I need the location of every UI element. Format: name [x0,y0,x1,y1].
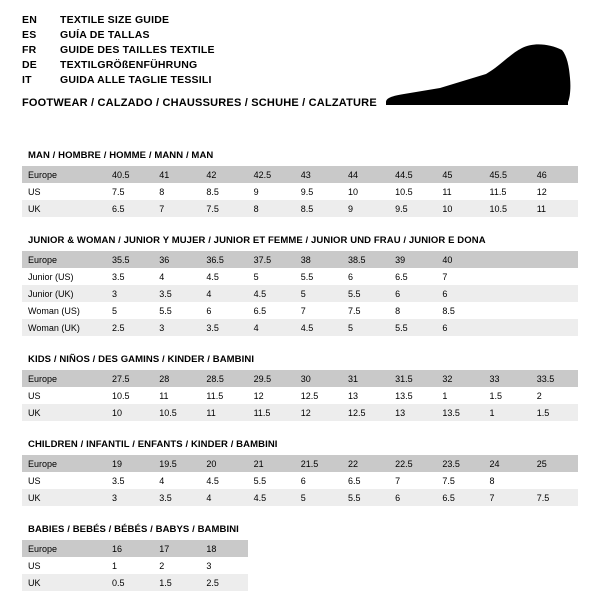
section-junior-woman [22,235,578,336]
cell: 6 [200,302,247,319]
row-label: UK [22,404,106,421]
cell: 35.5 [106,251,153,268]
row-label: UK [22,574,106,591]
cell: 5.5 [295,268,342,285]
cell: 37.5 [248,251,295,268]
cell: 5 [342,319,389,336]
row-label: Europe [22,166,106,183]
language-list [22,14,215,89]
table-row [22,302,578,319]
table-row [22,200,578,217]
cell: 8 [153,183,200,200]
table-row [22,251,578,268]
size-table-man [22,166,578,217]
language-row [22,44,215,59]
table-row [22,183,578,200]
cell: 4.5 [295,319,342,336]
cell: 6 [295,472,342,489]
cell-empty [531,557,578,574]
language-row [22,59,215,74]
row-label: Europe [22,540,106,557]
cell [484,268,531,285]
cell: 21 [248,455,295,472]
cell: 21.5 [295,455,342,472]
cell: 10 [436,200,483,217]
row-label: US [22,557,106,574]
cell: 4 [248,319,295,336]
dress-shoe-icon [382,36,572,106]
cell: 41 [153,166,200,183]
cell-empty [389,574,436,591]
table-row [22,387,578,404]
size-table-kids [22,370,578,421]
cell [531,302,578,319]
cell: 4.5 [248,489,295,506]
cell [484,285,531,302]
cell: 12 [295,404,342,421]
cell: 7 [436,268,483,285]
language-code: ES [22,29,37,41]
cell: 0.5 [106,574,153,591]
table-row [22,404,578,421]
cell: 11 [200,404,247,421]
cell: 11.5 [484,183,531,200]
cell: 11.5 [248,404,295,421]
cell: 4 [153,472,200,489]
cell: 9.5 [295,183,342,200]
cell: 1.5 [153,574,200,591]
cell: 6 [389,285,436,302]
cell: 3.5 [106,472,153,489]
cell: 7 [389,472,436,489]
cell: 24 [484,455,531,472]
cell: 5.5 [389,319,436,336]
cell: 6.5 [106,200,153,217]
cell-empty [248,540,295,557]
cell: 10.5 [389,183,436,200]
cell: 5 [106,302,153,319]
cell: 5.5 [342,285,389,302]
cell-empty [342,574,389,591]
section-title: MAN / HOMBRE / HOMME / MANN / MAN [28,150,214,161]
row-label: Woman (US) [22,302,106,319]
section-title: JUNIOR & WOMAN / JUNIOR Y MUJER / JUNIOR ET FEMME / JUNIOR UND FRAU / JUNIOR E DONA [28,235,486,246]
table-row [22,370,578,387]
language-code: EN [22,14,37,26]
cell: 25 [531,455,578,472]
cell [484,319,531,336]
table-row [22,574,578,591]
cell-empty [436,574,483,591]
cell: 30 [295,370,342,387]
cell: 22 [342,455,389,472]
cell: 19.5 [153,455,200,472]
cell-empty [295,574,342,591]
cell: 5 [248,268,295,285]
cell: 1 [106,557,153,574]
section-title: KIDS / NIÑOS / DES GAMINS / KINDER / BAMBINI [28,354,255,365]
section-title: CHILDREN / INFANTIL / ENFANTS / KINDER / BAMBINI [28,439,278,450]
table-row [22,268,578,285]
cell [531,268,578,285]
cell: 39 [389,251,436,268]
cell: 20 [200,455,247,472]
language-row [22,29,215,44]
cell: 22.5 [389,455,436,472]
cell: 12.5 [342,404,389,421]
row-label: US [22,472,106,489]
cell: 5.5 [342,489,389,506]
cell: 18 [200,540,247,557]
row-label: US [22,183,106,200]
cell: 4 [200,489,247,506]
cell: 7 [295,302,342,319]
cell: 3 [153,319,200,336]
cell: 6.5 [389,268,436,285]
cell: 3.5 [153,285,200,302]
cell: 2 [531,387,578,404]
cell: 11 [153,387,200,404]
section-title: BABIES / BEBÉS / BÉBÉS / BABYS / BAMBINI [28,524,239,535]
cell: 10.5 [106,387,153,404]
cell: 7.5 [200,200,247,217]
cell: 2.5 [200,574,247,591]
cell [531,472,578,489]
cell: 46 [531,166,578,183]
row-label: Woman (UK) [22,319,106,336]
cell: 10 [106,404,153,421]
cell: 12.5 [295,387,342,404]
cell: 45 [436,166,483,183]
cell: 3 [106,285,153,302]
cell: 1.5 [531,404,578,421]
cell: 4.5 [248,285,295,302]
language-row [22,74,215,89]
cell [531,319,578,336]
row-label: US [22,387,106,404]
cell: 3.5 [106,268,153,285]
cell: 28 [153,370,200,387]
size-table-children [22,455,578,506]
cell: 44 [342,166,389,183]
cell-empty [389,540,436,557]
language-text: GUIDE DES TAILLES TEXTILE [60,44,215,56]
section-kids [22,354,578,421]
cell: 6 [436,319,483,336]
cell: 6.5 [342,472,389,489]
cell [484,302,531,319]
cell: 27.5 [106,370,153,387]
row-label: Europe [22,455,106,472]
cell: 2 [153,557,200,574]
cell: 28.5 [200,370,247,387]
cell: 4 [200,285,247,302]
section-children [22,439,578,506]
language-code: IT [22,74,32,86]
section-man [22,150,578,217]
language-text: TEXTILE SIZE GUIDE [60,14,170,26]
cell: 1.5 [484,387,531,404]
cell: 13 [342,387,389,404]
cell: 7.5 [342,302,389,319]
cell: 6 [389,489,436,506]
cell: 19 [106,455,153,472]
cell: 5.5 [248,472,295,489]
cell: 33 [484,370,531,387]
page-title: FOOTWEAR / CALZADO / CHAUSSURES / SCHUHE / CALZATURE [22,97,377,109]
cell-empty [531,574,578,591]
cell-empty [295,540,342,557]
cell: 36 [153,251,200,268]
section-babies [22,524,578,591]
cell: 7 [484,489,531,506]
cell: 12 [248,387,295,404]
cell-empty [531,540,578,557]
cell: 2.5 [106,319,153,336]
cell: 13.5 [389,387,436,404]
language-code: DE [22,59,37,71]
cell: 42 [200,166,247,183]
cell: 8 [389,302,436,319]
row-label: Europe [22,370,106,387]
row-label: UK [22,200,106,217]
cell: 23.5 [436,455,483,472]
cell: 29.5 [248,370,295,387]
size-table-babies [22,540,578,591]
language-code: FR [22,44,37,56]
cell: 1 [436,387,483,404]
cell: 4 [153,268,200,285]
cell: 38 [295,251,342,268]
cell-empty [248,574,295,591]
table-row [22,285,578,302]
cell: 42.5 [248,166,295,183]
cell: 45.5 [484,166,531,183]
size-table-junior-woman [22,251,578,336]
cell: 6.5 [436,489,483,506]
cell: 31.5 [389,370,436,387]
cell: 13 [389,404,436,421]
cell: 11.5 [200,387,247,404]
cell: 8.5 [200,183,247,200]
table-row [22,489,578,506]
cell: 36.5 [200,251,247,268]
cell: 6 [436,285,483,302]
row-label: Europe [22,251,106,268]
cell: 13.5 [436,404,483,421]
cell: 9.5 [389,200,436,217]
cell-empty [295,557,342,574]
cell: 8 [248,200,295,217]
cell: 7.5 [531,489,578,506]
cell: 8.5 [436,302,483,319]
cell [484,251,531,268]
cell-empty [389,557,436,574]
row-label: UK [22,489,106,506]
cell: 6 [342,268,389,285]
cell: 6.5 [248,302,295,319]
cell-empty [436,540,483,557]
cell: 11 [531,200,578,217]
row-label: Junior (US) [22,268,106,285]
cell: 10.5 [484,200,531,217]
cell: 31 [342,370,389,387]
cell: 44.5 [389,166,436,183]
cell: 10 [342,183,389,200]
cell: 38.5 [342,251,389,268]
cell: 8 [484,472,531,489]
cell: 10.5 [153,404,200,421]
cell-empty [484,557,531,574]
cell: 16 [106,540,153,557]
cell: 3 [200,557,247,574]
language-text: TEXTILGRÖßENFÜHRUNG [60,59,198,71]
cell: 4.5 [200,268,247,285]
cell: 8.5 [295,200,342,217]
language-text: GUIDA ALLE TAGLIE TESSILI [60,74,212,86]
cell: 11 [436,183,483,200]
cell: 5 [295,489,342,506]
cell-empty [484,540,531,557]
cell [531,251,578,268]
language-row [22,14,215,29]
cell: 3.5 [153,489,200,506]
table-row [22,319,578,336]
cell: 33.5 [531,370,578,387]
cell: 3 [106,489,153,506]
cell-empty [342,540,389,557]
cell: 43 [295,166,342,183]
table-row [22,455,578,472]
cell: 5 [295,285,342,302]
cell: 3.5 [200,319,247,336]
table-row [22,557,578,574]
cell-empty [484,574,531,591]
cell [531,285,578,302]
cell: 12 [531,183,578,200]
cell: 40 [436,251,483,268]
cell: 5.5 [153,302,200,319]
row-label: Junior (UK) [22,285,106,302]
cell: 1 [484,404,531,421]
cell-empty [342,557,389,574]
cell: 7.5 [106,183,153,200]
header [22,14,578,114]
cell: 9 [248,183,295,200]
language-text: GUÍA DE TALLAS [60,29,150,41]
cell: 9 [342,200,389,217]
cell: 7 [153,200,200,217]
table-row [22,540,578,557]
cell: 40.5 [106,166,153,183]
table-row [22,166,578,183]
cell-empty [436,557,483,574]
table-row [22,472,578,489]
cell: 17 [153,540,200,557]
cell: 32 [436,370,483,387]
cell: 4.5 [200,472,247,489]
cell-empty [248,557,295,574]
cell: 7.5 [436,472,483,489]
